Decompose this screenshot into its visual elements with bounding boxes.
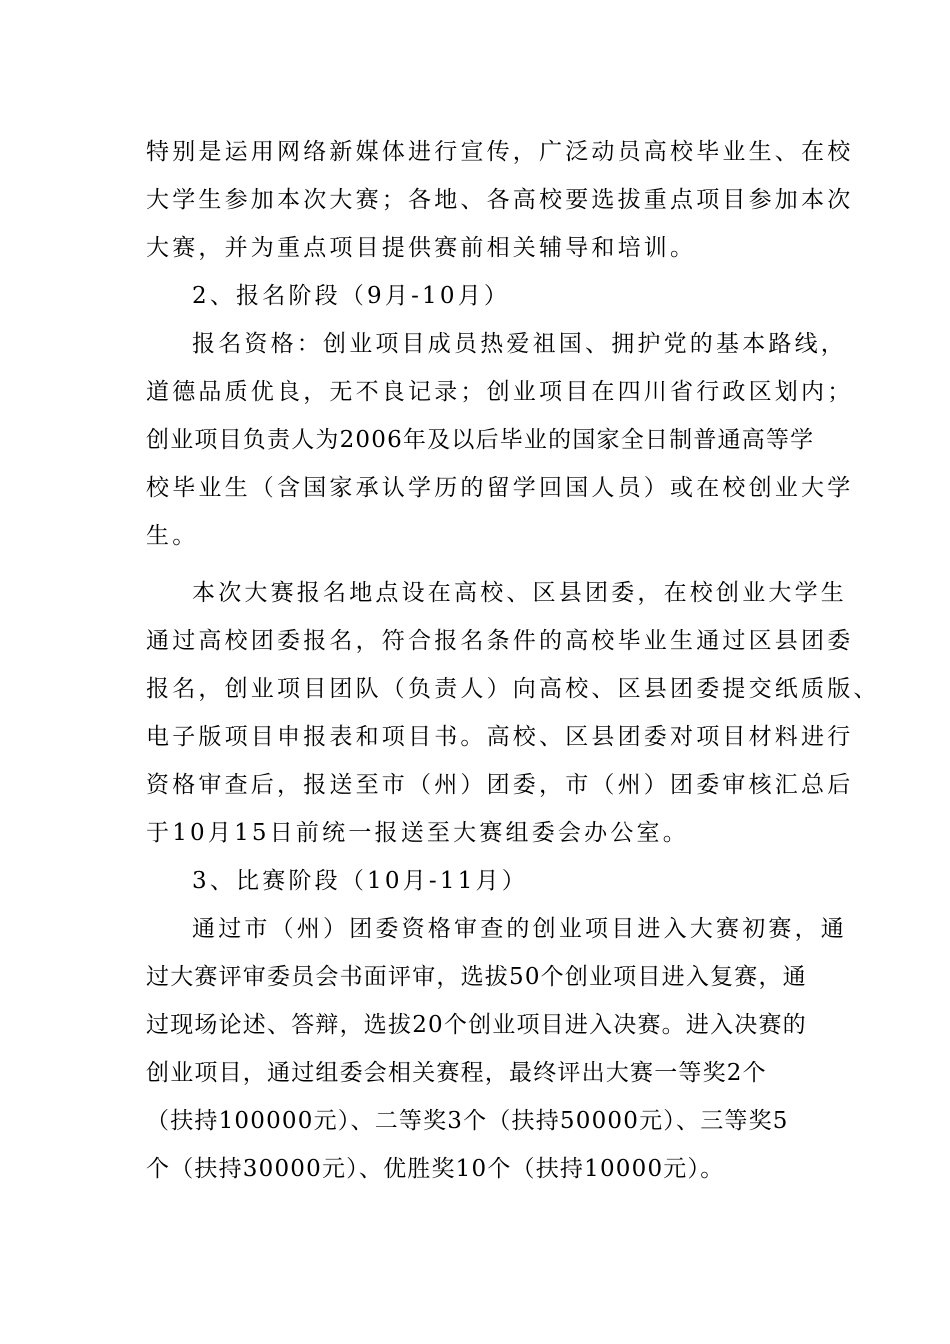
paragraph-line: 特别是运用网络新媒体进行宣传，广泛动员高校毕业生、在校 <box>146 139 854 165</box>
paragraph-line: 过现场论述、答辩，选拔20个创业项目进入决赛。进入决赛的 <box>146 1012 807 1038</box>
paragraph-line: 大赛，并为重点项目提供赛前相关辅导和培训。 <box>146 235 697 261</box>
paragraph-line: 创业项目，通过组委会相关赛程，最终评出大赛一等奖2个 <box>146 1060 767 1086</box>
paragraph-line: 过大赛评审委员会书面评审，选拔50个创业项目进入复赛，通 <box>146 964 807 990</box>
paragraph-line: 于10月15日前统一报送至大赛组委会办公室。 <box>146 820 689 846</box>
document-body <box>146 128 880 1193</box>
paragraph-line: 通过市（州）团委资格审查的创业项目进入大赛初赛，通 <box>192 916 847 942</box>
paragraph-line: 报名，创业项目团队（负责人）向高校、区县团委提交纸质版、 <box>146 676 880 702</box>
paragraph-line: 个（扶持30000元）、优胜奖10个（扶持10000元）。 <box>146 1156 725 1182</box>
section-heading-competition: 3、比赛阶段（10月-11月） <box>192 868 528 894</box>
paragraph-line: 通过高校团委报名，符合报名条件的高校毕业生通过区县团委 <box>146 628 854 654</box>
paragraph-line: 生。 <box>146 523 199 549</box>
paragraph-line: 报名资格：创业项目成员热爱祖国、拥护党的基本路线， <box>192 331 847 357</box>
paragraph-line: 创业项目负责人为2006年及以后毕业的国家全日制普通高等学 <box>146 427 815 453</box>
paragraph-line: （扶持100000元）、二等奖3个（扶持50000元）、三等奖5 <box>146 1108 789 1134</box>
paragraph-line: 本次大赛报名地点设在高校、区县团委，在校创业大学生 <box>192 580 847 606</box>
section-heading-registration: 2、报名阶段（9月-10月） <box>192 283 511 309</box>
paragraph-line: 校毕业生（含国家承认学历的留学回国人员）或在校创业大学 <box>146 475 854 501</box>
paragraph-line: 资格审查后，报送至市（州）团委，市（州）团委审核汇总后 <box>146 772 854 798</box>
paragraph-line: 道德品质优良，无不良记录；创业项目在四川省行政区划内； <box>146 379 854 405</box>
paragraph-line: 电子版项目申报表和项目书。高校、区县团委对项目材料进行 <box>146 724 854 750</box>
paragraph-line: 大学生参加本次大赛；各地、各高校要选拔重点项目参加本次 <box>146 187 854 213</box>
